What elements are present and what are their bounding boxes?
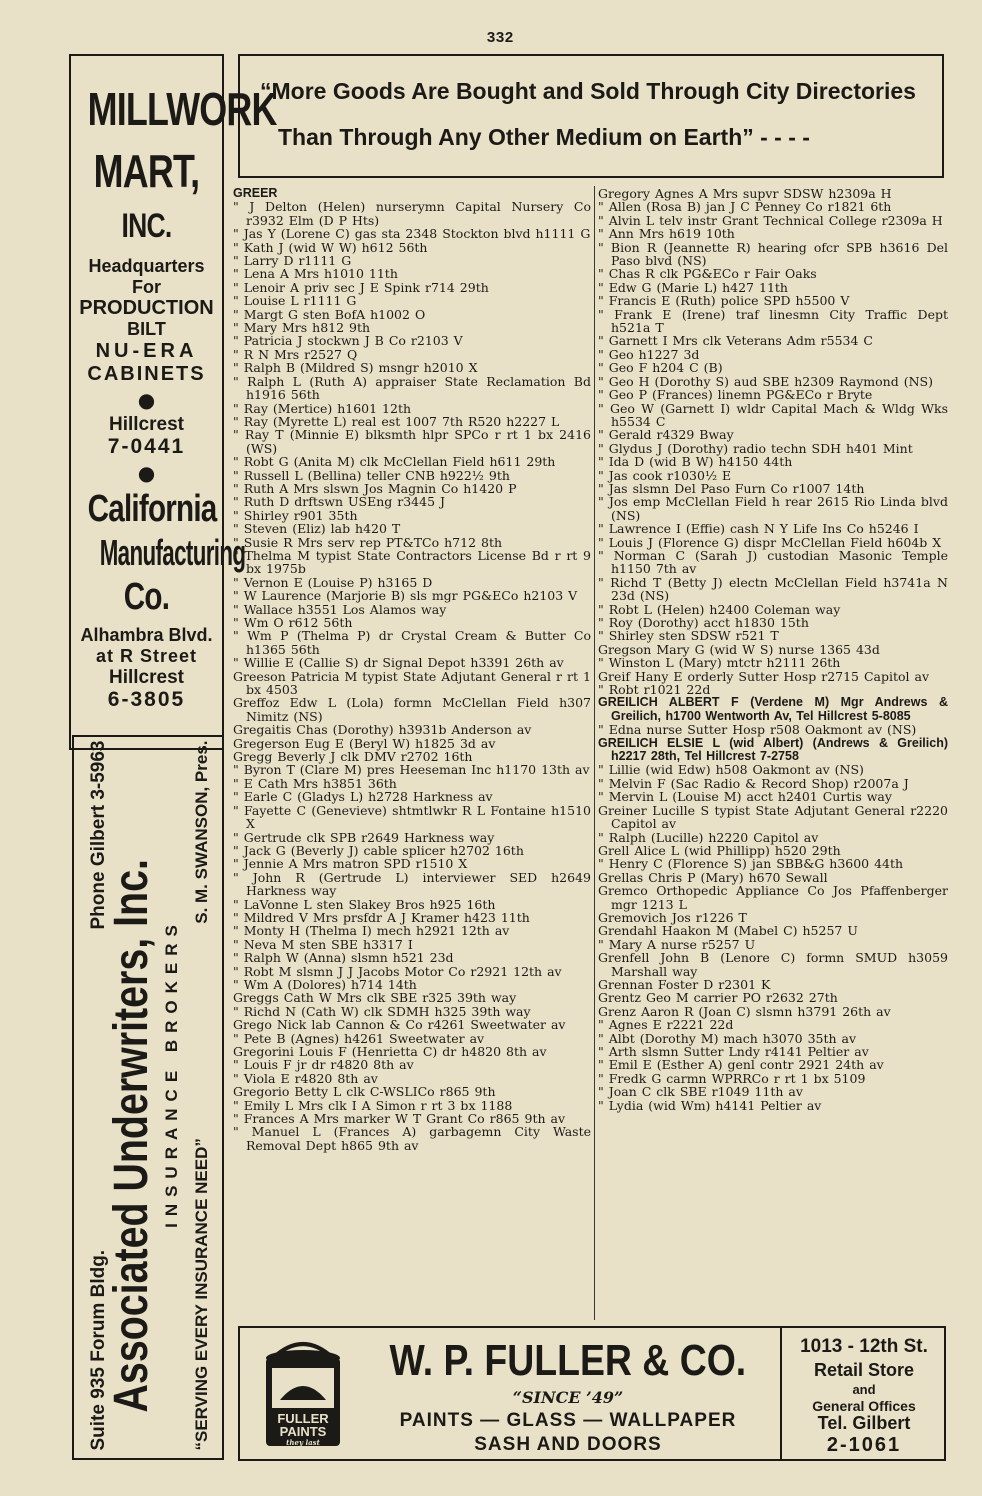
listing-entry: " Ray (Myrette L) real est 1007 7th R520 h2227 L <box>233 413 560 429</box>
listing-entry: " Roy (Dorothy) acct h1830 15th <box>598 615 809 630</box>
listing-entry: " Robt G (Anita M) clk McClellan Field h611 29th <box>233 454 556 470</box>
listing-entry: Grellas Chris P (Mary) h670 Sewall <box>598 869 828 885</box>
listing-entry: Grego Nick lab Cannon & Co r4261 Sweetwater av <box>233 1017 566 1033</box>
ad-line: INC. <box>121 207 172 245</box>
fuller-address-box <box>780 1328 946 1459</box>
listing-entry: " Neva M sten SBE h3317 I <box>233 936 413 952</box>
listing-entry: Greif Hany E orderly Sutter Hosp r2715 Capitol av <box>598 668 930 684</box>
fuller-since: “SINCE ’49” <box>512 1388 624 1407</box>
listing-entry: " Mildred V Mrs prsfdr A J Kramer h423 11th <box>233 909 530 925</box>
ad-line: NU-ERA <box>95 340 198 362</box>
listing-entry: " Jas Y (Lorene C) gas sta 2348 Stockton blvd h1111 G <box>233 226 591 242</box>
ad-phone: Phone Gilbert 3-5963 <box>88 740 109 930</box>
listing-entry: " Shirley sten SDSW r521 T <box>598 628 779 644</box>
listing-entry: GREILICH ALBERT F (Verdene M) Mgr Andrews & Greilich, h1700 Wentworth Av, Tel Hillcrest 5-8085 <box>598 695 948 723</box>
listing-entry: " Emily L Mrs clk I A Simon r rt 3 bx 1188 <box>233 1097 513 1113</box>
listing-entry: " Francis E (Ruth) police SPD h5500 V <box>598 293 850 309</box>
listing-entry: " Jack G (Beverly J) cable splicer h2702 16th <box>233 842 524 858</box>
listing-entry: " Lillie (wid Edw) h508 Oakmont av (NS) <box>598 762 864 778</box>
listing-entry: GREER <box>233 186 278 200</box>
company-name-text: Associated Underwriters, Inc. <box>105 858 158 1412</box>
listing-entry: " Jas slsmn Del Paso Furn Co r1007 14th <box>598 480 865 496</box>
listing-entry: " Ruth D drftswn USEng r3445 J <box>233 494 446 510</box>
listing-entry: " Ida D (wid B W) h4150 44th <box>598 454 793 470</box>
ad-suite: Suite 935 Forum Bldg. <box>88 1249 109 1450</box>
listing-entry: " Ray T (Minnie E) blksmth hlpr SPCo r rt 1 bx 2416 (WS) <box>233 427 591 456</box>
listing-entry: Greffoz Edw L (Lola) formn McClellan Field h307 Nimitz (NS) <box>233 695 591 724</box>
listing-entry: " Wm O r612 56th <box>233 615 353 630</box>
fuller-paint-can-icon <box>258 1338 348 1450</box>
fuller-title <box>358 1336 778 1386</box>
ad-line: at R Street <box>95 646 198 666</box>
bullet-icon: ● <box>137 461 156 485</box>
listing-entry: " Ralph W (Anna) slsmn h521 23d <box>233 950 454 966</box>
listing-entry: " Steven (Eliz) lab h420 T <box>233 521 401 537</box>
ad-line: 7-0441 <box>107 435 186 458</box>
listing-entry: " Gertrude clk SPB r2649 Harkness way <box>233 829 495 845</box>
fuller-address: Tel. Gilbert <box>817 1413 911 1433</box>
listing-entry: " Emil E (Esther A) genl contr 2921 24th av <box>598 1057 884 1073</box>
listing-entry: " Lawrence I (Effie) cash N Y Life Ins Co h5246 I <box>598 521 919 537</box>
listing-entry: " Frances A Mrs marker W T Grant Co r865 9th av <box>233 1111 566 1127</box>
listing-entry: Greggs Cath W Mrs clk SBE r325 39th way <box>233 990 517 1006</box>
listing-entry: Grentz Geo M carrier PO r2632 27th <box>598 990 838 1006</box>
ad-line: Manufacturing <box>99 532 246 573</box>
listing-entry: " Edna nurse Sutter Hosp r508 Oakmont av (NS) <box>598 722 917 738</box>
ad-line: MILLWORK <box>87 83 277 135</box>
listing-entry: " Geo h1227 3d <box>598 346 700 362</box>
listing-entry: " Louise L r1111 G <box>233 293 357 309</box>
fuller-ad <box>238 1326 946 1461</box>
listing-entry: " Kath J (wid W W) h612 56th <box>233 239 428 255</box>
listing-entry: " Ralph L (Ruth A) appraiser State Reclamation Bd h1916 56th <box>233 373 591 403</box>
ad-line: PRODUCTION <box>79 297 214 319</box>
fuller-products: PAINTS — GLASS — WALLPAPER <box>399 1410 737 1431</box>
listing-entry: " Glydus J (Dorothy) radio techn SDH h401 Mint <box>598 440 913 456</box>
slogan-banner <box>238 54 944 178</box>
listing-entry: " Lenoir A priv sec J E Spink r714 29th <box>233 279 489 295</box>
listing-entry: " Winston L (Mary) mtctr h2111 26th <box>598 655 841 671</box>
fuller-address: Retail Store <box>813 1360 915 1380</box>
listing-entry: " Robt M slsmn J J Jacobs Motor Co r2921 12th av <box>233 963 562 979</box>
listing-entry: " Arth slsmn Sutter Lndy r4141 Peltier av <box>598 1044 869 1059</box>
listing-entry: " Jas cook r1030½ E <box>598 467 732 483</box>
listing-entry: " Patricia J stockwn J B Co r2103 V <box>233 333 463 349</box>
fuller-address: 2-1061 <box>826 1434 902 1456</box>
listing-entry: " Albt (Dorothy M) mach h3070 35th av <box>598 1030 857 1046</box>
fuller-address: General Offices <box>812 1398 916 1414</box>
listing-entry: " Manuel L (Frances A) garbagemn City Waste Removal Dept h865 9th av <box>233 1124 591 1153</box>
listing-entry: " Mervin L (Louise M) acct h2401 Curtis way <box>598 789 892 805</box>
listing-entry: " Louis J (Florence G) dispr McClellan Field h604b X <box>598 534 942 550</box>
listing-entry: " E Cath Mrs h3851 36th <box>233 775 397 791</box>
ad-line: 6-3805 <box>107 688 186 711</box>
listing-entry: Grell Alice L (wid Phillipp) h520 29th <box>598 842 841 858</box>
listing-column-right <box>598 187 948 1112</box>
listing-entry: " Vernon E (Louise P) h3165 D <box>233 574 433 590</box>
ad-line: Co. <box>123 576 170 618</box>
listing-entry: " Pete B (Agnes) h4261 Sweetwater av <box>233 1030 485 1046</box>
listing-entry: " Earle C (Gladys L) h2728 Harkness av <box>233 789 493 805</box>
listing-entry: Gregg Beverly J clk DMV r2702 16th <box>233 749 473 765</box>
listing-entry: " Henry C (Florence S) jan SBB&G h3600 44th <box>598 856 904 872</box>
ad-line: CABINETS <box>87 363 206 385</box>
listing-entry: " Geo P (Frances) linemn PG&ECo r Bryte <box>598 387 873 403</box>
fuller-title-text: W. P. FULLER & CO. <box>389 1336 747 1385</box>
ad-line: Hillcrest <box>109 414 184 435</box>
listing-entry: " Geo W (Garnett I) wldr Capital Mach & Wldg Wks h5534 C <box>598 400 948 429</box>
fuller-products-2: SASH AND DOORS <box>474 1434 662 1455</box>
listing-entry: " Jennie A Mrs matron SPD r1510 X <box>233 856 468 872</box>
listing-entry: " W Laurence (Marjorie B) sls mgr PG&ECo h2103 V <box>233 588 578 604</box>
ad-line: Headquarters <box>88 256 205 276</box>
listing-entry: Gregory Agnes A Mrs supvr SDSW h2309a H <box>598 186 892 201</box>
listing-entry: " Russell L (Bellina) teller CNB h922½ 9th <box>233 467 510 483</box>
listing-entry: Grenz Aaron R (Joan C) slsmn h3791 26th av <box>598 1003 891 1019</box>
listing-entry: " LaVonne L sten Slakey Bros h925 16th <box>233 896 496 912</box>
listing-entry: " Shirley r901 35th <box>233 507 358 523</box>
listing-entry: " Richd T (Betty J) electn McClellan Field h3741a N 23d (NS) <box>598 574 948 604</box>
fuller-address: and <box>852 1382 876 1397</box>
listing-entry: " Lena A Mrs h1010 11th <box>233 266 398 282</box>
listing-entry: " John R (Gertrude L) interviewer SED h2649 Harkness way <box>233 869 591 899</box>
listing-entry: GREILICH ELSIE L (wid Albert) (Andrews & Greilich) h2217 28th, Tel Hillcrest 7-2758 <box>598 735 948 764</box>
listing-entry: Grenfell John B (Lenore C) formn SMUD h3059 Marshall way <box>598 950 948 979</box>
listing-entry: Grendahl Haakon M (Mabel C) h5257 U <box>598 923 858 939</box>
listing-entry: " Robt r1021 22d <box>598 682 711 698</box>
listing-entry: Gregorini Louis F (Henrietta C) dr h4820 8th av <box>233 1044 547 1059</box>
listing-entry: " Mary Mrs h812 9th <box>233 320 371 336</box>
listing-entry: " Larry D r1111 G <box>233 253 352 269</box>
listing-entry: " Geo H (Dorothy S) aud SBE h2309 Raymond (NS) <box>598 373 933 389</box>
listing-entry: " Edw G (Marie L) h427 11th <box>598 279 788 295</box>
listing-entry: " Thelma M typist State Contractors License Bd r rt 9 bx 1975b <box>233 547 591 577</box>
ad-insurance: INSURANCE BROKERS <box>162 917 181 1228</box>
listing-entry: " Alvin L telv instr Grant Technical College r2309a H <box>598 212 943 228</box>
listing-entry: " Wm A (Dolores) h714 14th <box>233 976 417 992</box>
listing-entry: " Byron T (Clare M) pres Heeseman Inc h1170 13th av <box>233 762 590 778</box>
listing-entry: Greeson Patricia M typist State Adjutant General r rt 1 bx 4503 <box>233 668 591 698</box>
listing-entry: " Monty H (Thelma I) mech h2921 12th av <box>233 923 510 939</box>
listing-entry: " Jos emp McClellan Field h rear 2615 Rio Linda blvd (NS) <box>598 494 948 523</box>
logo-text: FULLER <box>277 1411 329 1426</box>
listing-entry: " Frank E (Irene) traf linesmn City Traffic Dept h521a T <box>598 306 948 336</box>
listing-entry: " Ann Mrs h619 10th <box>598 226 735 242</box>
ad-line: For <box>132 277 161 297</box>
listing-entry: " Norman C (Sarah J) custodian Masonic Temple h1150 7th av <box>598 547 948 577</box>
listing-entry: " Ray (Mertice) h1601 12th <box>233 400 412 416</box>
ad-line: BILT <box>127 319 166 339</box>
listing-entry: " Mary A nurse r5257 U <box>598 936 756 952</box>
listing-entry: " Willie E (Callie S) dr Signal Depot h3391 26th av <box>233 655 564 671</box>
listing-entry: " Fayette C (Genevieve) shtmtlwkr R L Fontaine h1510 X <box>233 802 591 832</box>
listing-entry: " Chas R clk PG&ECo r Fair Oaks <box>598 266 817 282</box>
listing-entry: " Wallace h3551 Los Alamos way <box>233 601 447 617</box>
listing-column-left <box>233 187 591 1152</box>
listing-entry: " R N Mrs r2527 Q <box>233 346 358 362</box>
listing-entry: Gremco Orthopedic Appliance Co Jos Pfaffenberger mgr 1213 L <box>598 883 948 912</box>
listing-entry: Gregaitis Chas (Dorothy) h3931b Anderson av <box>233 722 532 738</box>
listing-entry: " Ralph B (Mildred S) msngr h2010 X <box>233 360 478 376</box>
listing-entry: " Wm P (Thelma P) dr Crystal Cream & Butter Co h1365 56th <box>233 628 591 657</box>
listing-entry: " Fredk G carmn WPRRCo r rt 1 bx 5109 <box>598 1070 866 1086</box>
ad-line: Alhambra Blvd. <box>80 625 213 645</box>
ad-president: S. M. SWANSON, Pres. <box>192 740 211 924</box>
logo-text: PAINTS <box>279 1424 327 1439</box>
listing-entry: " Agnes E r2221 22d <box>598 1017 734 1033</box>
ad-line: MART, <box>93 145 200 197</box>
listing-entry: " Viola E r4820 8th av <box>233 1070 378 1086</box>
listing-entry: Gregerson Eug E (Beryl W) h1825 3d av <box>233 735 496 751</box>
listing-entry: Gregorio Betty L clk C-WSLICo r865 9th <box>233 1084 496 1100</box>
column-divider <box>594 186 595 1320</box>
listing-entry: " Bion R (Jeannette R) hearing ofcr SPB h3616 Del Paso blvd (NS) <box>598 239 948 269</box>
logo-text: they last <box>286 1438 320 1447</box>
ad-company-name <box>104 735 160 1460</box>
listing-entry: Greiner Lucille S typist State Adjutant General r2220 Capitol av <box>598 802 948 832</box>
page-number: 332 <box>486 30 514 47</box>
listing-entry: " Gerald r4329 Bway <box>598 427 734 443</box>
associated-underwriters-ad <box>72 735 224 1460</box>
listing-entry: Grennan Foster D r2301 K <box>598 976 771 992</box>
listing-entry: " Margt G sten BofA h1002 O <box>233 306 426 322</box>
listing-entry: " Garnett I Mrs clk Veterans Adm r5534 C <box>598 333 873 349</box>
fuller-address: 1013 - 12th St. <box>800 1336 928 1357</box>
bullet-icon: ● <box>137 388 156 412</box>
banner-line-2: Than Through Any Other Medium on Earth” - - - - <box>278 124 810 150</box>
ad-slogan: “SERVING EVERY INSURANCE NEED” <box>192 1137 211 1450</box>
listing-entry: Gremovich Jos r1226 T <box>598 909 747 925</box>
listing-entry: " Geo F h204 C (B) <box>598 360 723 376</box>
listing-entry: " Richd N (Cath W) clk SDMH h325 39th way <box>233 1003 531 1019</box>
listing-entry: " Ruth A Mrs slswn Jos Magnin Co h1420 P <box>233 480 517 496</box>
ad-line: California <box>87 488 217 530</box>
listing-entry: " Lydia (wid Wm) h4141 Peltier av <box>598 1097 822 1113</box>
listing-entry: " Robt L (Helen) h2400 Coleman way <box>598 601 841 617</box>
listing-entry: " Allen (Rosa B) jan J C Penney Co r1821 6th <box>598 199 892 215</box>
listing-entry: " Melvin F (Sac Radio & Record Shop) r2007a J <box>598 775 909 791</box>
listing-entry: Gregson Mary G (wid W S) nurse 1365 43d <box>598 641 880 657</box>
banner-line-1: “More Goods Are Bought and Sold Through City Directories <box>260 78 916 104</box>
ad-line: Hillcrest <box>109 667 184 688</box>
listing-entry: " Joan C clk SBE r1049 11th av <box>598 1084 803 1100</box>
listing-entry: " Susie R Mrs serv rep PT&TCo h712 8th <box>233 534 503 550</box>
listing-entry: " Ralph (Lucille) h2220 Capitol av <box>598 829 819 845</box>
listing-entry: " Louis F jr dr r4820 8th av <box>233 1057 414 1073</box>
listing-entry: " J Delton (Helen) nurserymn Capital Nursery Co r3932 Elm (D P Hts) <box>233 199 591 228</box>
